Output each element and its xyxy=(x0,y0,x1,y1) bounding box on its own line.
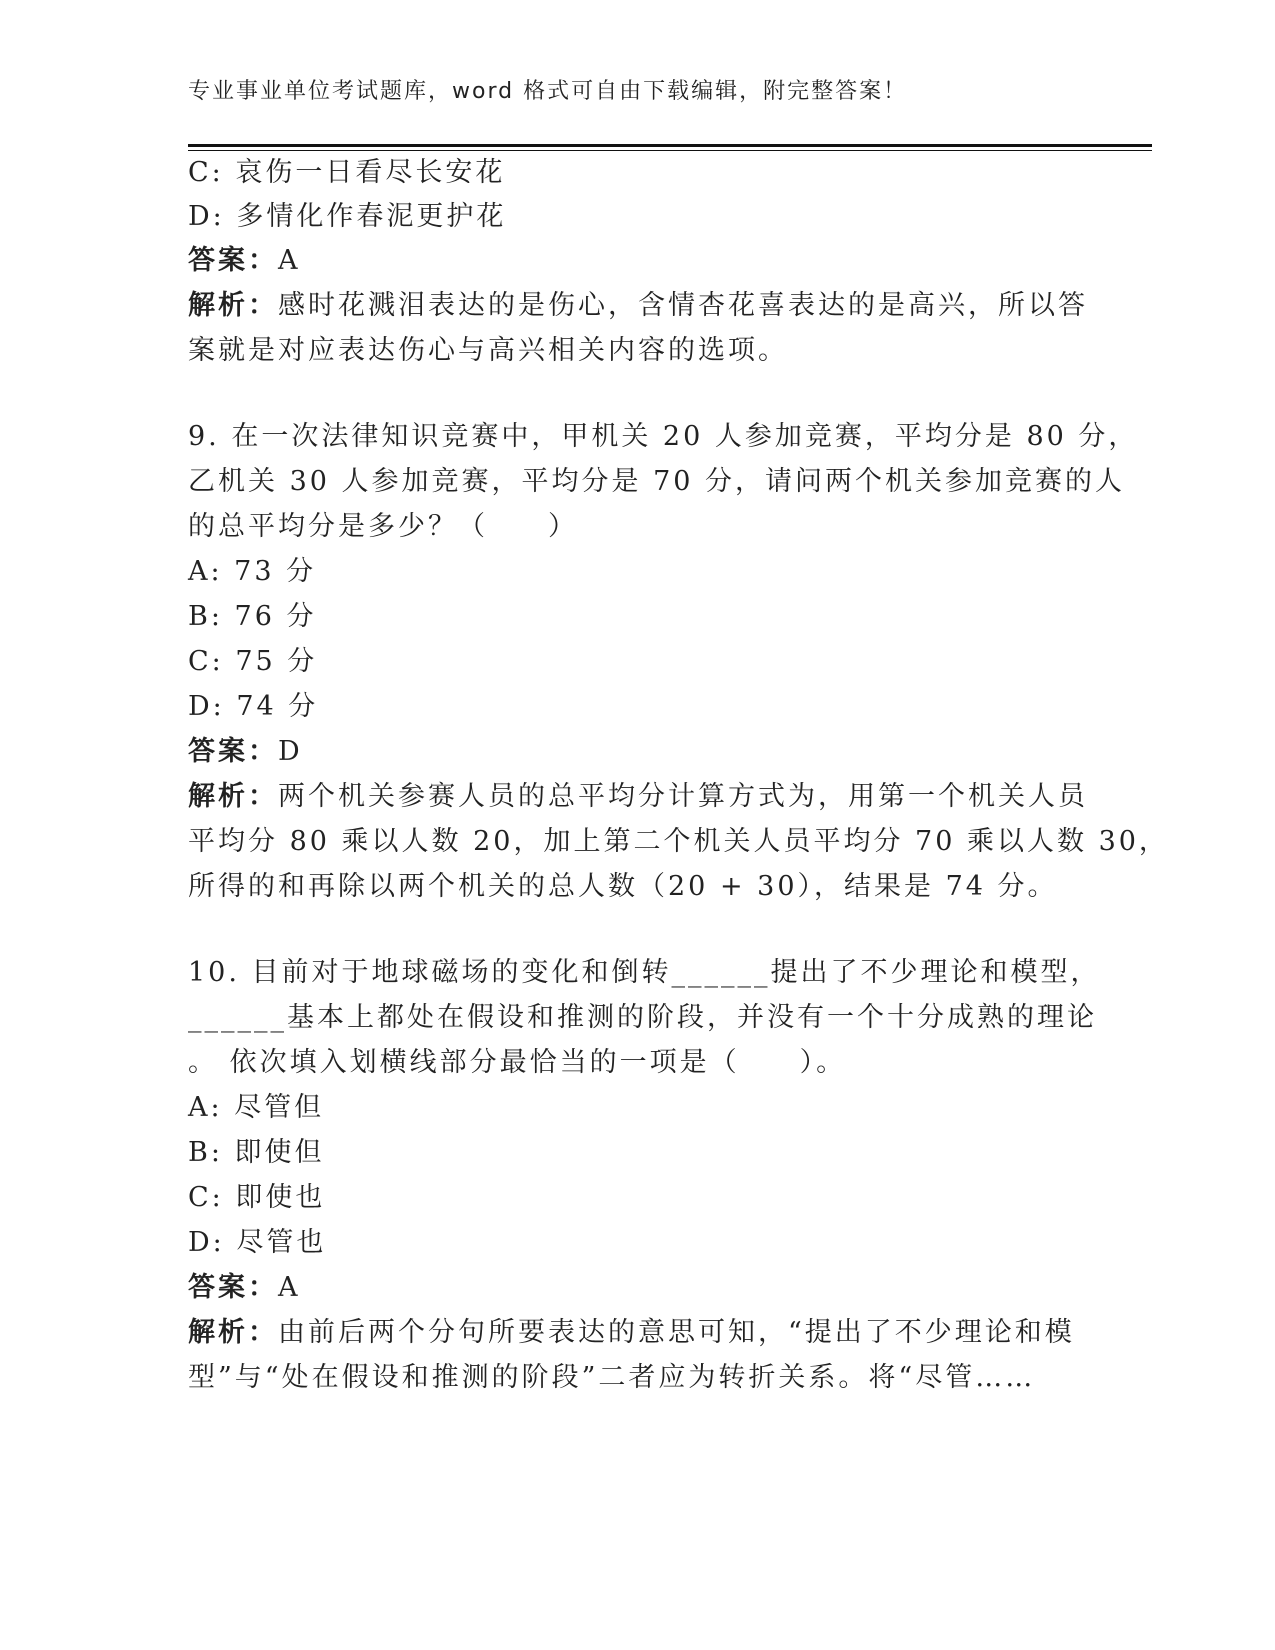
q10-option-a: A: 尽管但 xyxy=(188,1092,325,1123)
q8-answer-label: 答案： xyxy=(188,245,278,276)
q8-option-c: C: 哀伤一日看尽长安花 xyxy=(188,157,506,188)
q9-analysis-line3: 所得的和再除以两个机关的总人数（20 + 30），结果是 74 分。 xyxy=(188,871,1058,902)
q9-option-a: A: 73 分 xyxy=(188,556,317,587)
q9-stem-line3: 的总平均分是多少？（ ） xyxy=(188,511,578,542)
q10-answer-value: A xyxy=(278,1272,301,1303)
q8-analysis-line2: 案就是对应表达伤心与高兴相关内容的选项。 xyxy=(188,335,788,366)
header-rule-thick xyxy=(188,144,1152,147)
page-header: 专业事业单位考试题库，word 格式可自由下载编辑，附完整答案！ xyxy=(188,79,908,104)
q8-analysis-label: 解析： xyxy=(188,290,278,321)
q8-answer-value: A xyxy=(278,245,301,276)
q10-option-c: C: 即使也 xyxy=(188,1182,326,1213)
q8-analysis-text1: 感时花溅泪表达的是伤心，含情杏花喜表达的是高兴，所以答 xyxy=(278,290,1088,321)
q10-stem-line2: ______基本上都处在假设和推测的阶段，并没有一个十分成熟的理论 xyxy=(188,1002,1097,1033)
q8-analysis-line1 xyxy=(188,289,1088,323)
q10-stem-line3: 。 依次填入划横线部分最恰当的一项是（ ）。 xyxy=(188,1047,847,1078)
q9-option-d: D: 74 分 xyxy=(188,691,319,722)
q10-answer-label: 答案： xyxy=(188,1272,278,1303)
q9-stem-line1: 9. 在一次法律知识竞赛中，甲机关 20 人参加竞赛，平均分是 80 分， xyxy=(188,421,1139,452)
q9-option-c: C: 75 分 xyxy=(188,646,318,677)
q10-analysis-text1: 由前后两个分句所要表达的意思可知，“提出了不少理论和模 xyxy=(278,1317,1075,1348)
q10-option-d: D: 尽管也 xyxy=(188,1227,327,1258)
q9-analysis-label: 解析： xyxy=(188,781,278,812)
q8-answer xyxy=(188,244,301,278)
q10-analysis-line2: 型”与“处在假设和推测的阶段”二者应为转折关系。将“尽管…… xyxy=(188,1362,1036,1393)
q9-answer-label: 答案： xyxy=(188,736,278,767)
q9-answer-value: D xyxy=(278,736,303,767)
q10-answer xyxy=(188,1271,301,1305)
header-rule-thin xyxy=(188,150,1152,151)
q10-stem-line1: 10. 目前对于地球磁场的变化和倒转______提出了不少理论和模型， xyxy=(188,957,1101,988)
q9-analysis-line2: 平均分 80 乘以人数 20，加上第二个机关人员平均分 70 乘以人数 30， xyxy=(188,826,1169,857)
q9-stem-line2: 乙机关 30 人参加竞赛，平均分是 70 分，请问两个机关参加竞赛的人 xyxy=(188,466,1126,497)
q8-option-d: D: 多情化作春泥更护花 xyxy=(188,201,507,232)
q10-option-b: B: 即使但 xyxy=(188,1137,325,1168)
q9-answer xyxy=(188,735,303,769)
q9-analysis-line1 xyxy=(188,780,1088,814)
q10-analysis-label: 解析： xyxy=(188,1317,278,1348)
q9-analysis-text1: 两个机关参赛人员的总平均分计算方式为，用第一个机关人员 xyxy=(278,781,1088,812)
q9-option-b: B: 76 分 xyxy=(188,601,317,632)
q10-analysis-line1 xyxy=(188,1316,1075,1350)
